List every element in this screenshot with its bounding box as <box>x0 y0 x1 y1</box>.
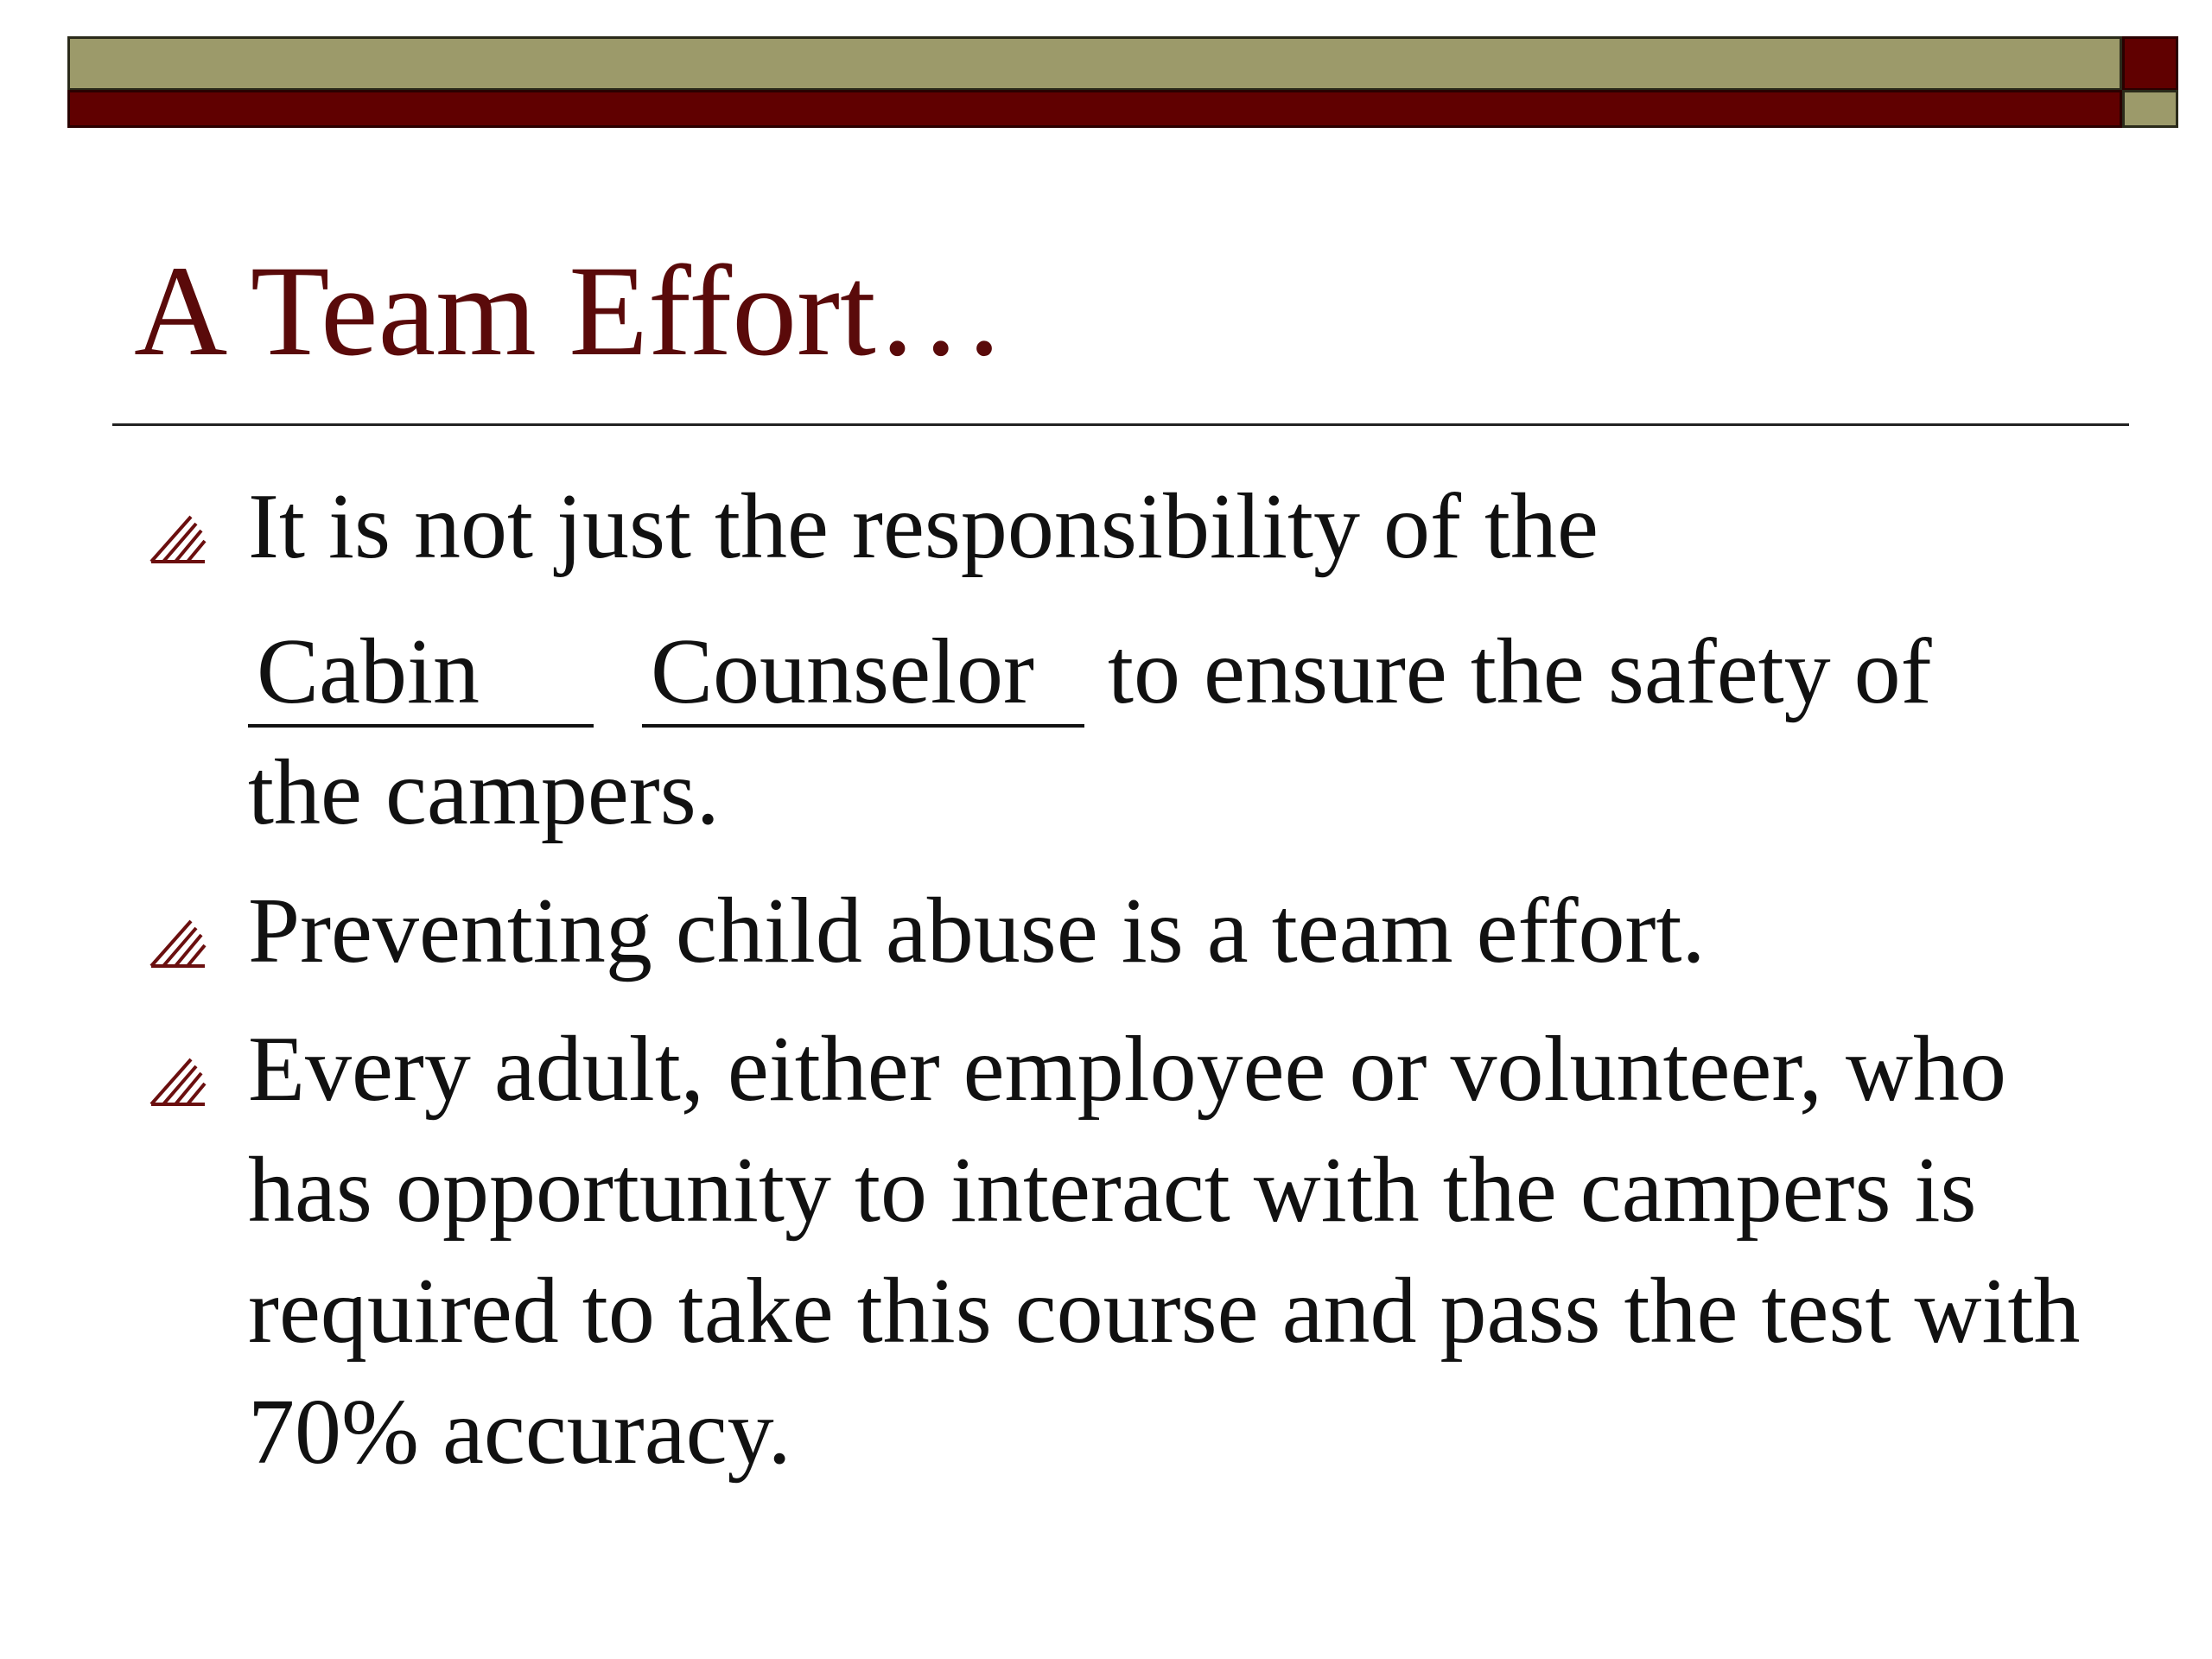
bullet-text-line <box>248 612 2087 733</box>
fill-in-blank: Cabin <box>248 620 594 728</box>
bullet-item <box>143 467 2087 854</box>
hatched-triangle-bullet-icon <box>148 505 208 565</box>
hatched-triangle-bullet-icon <box>148 1047 208 1108</box>
bullet-text-fragment: to ensure the safety of <box>1084 620 1932 723</box>
header-banner-end-maroon <box>2122 36 2178 91</box>
fill-in-blank: Counselor <box>642 620 1084 728</box>
header-banner-maroon <box>67 90 2122 128</box>
bullet-text-line: It is not just the responsibility of the <box>248 475 1599 578</box>
bullet-list <box>143 467 2087 1510</box>
header-banner-olive <box>67 36 2122 91</box>
slide-title: A Team Effort… <box>134 239 1006 383</box>
bullet-text: Preventing child abuse is a team effort. <box>248 880 1706 982</box>
bullet-item <box>143 1009 2087 1493</box>
header-banner-end-olive <box>2122 90 2178 128</box>
bullet-item <box>143 871 2087 992</box>
title-divider <box>112 423 2129 426</box>
bullet-text: Every adult, either employee or volunteer, who has opportunity to interact with the campers is required to take this course and pass the test with 70% accuracy. <box>248 1018 2081 1484</box>
bullet-text-line: the campers. <box>248 741 720 844</box>
hatched-triangle-bullet-icon <box>148 909 208 969</box>
